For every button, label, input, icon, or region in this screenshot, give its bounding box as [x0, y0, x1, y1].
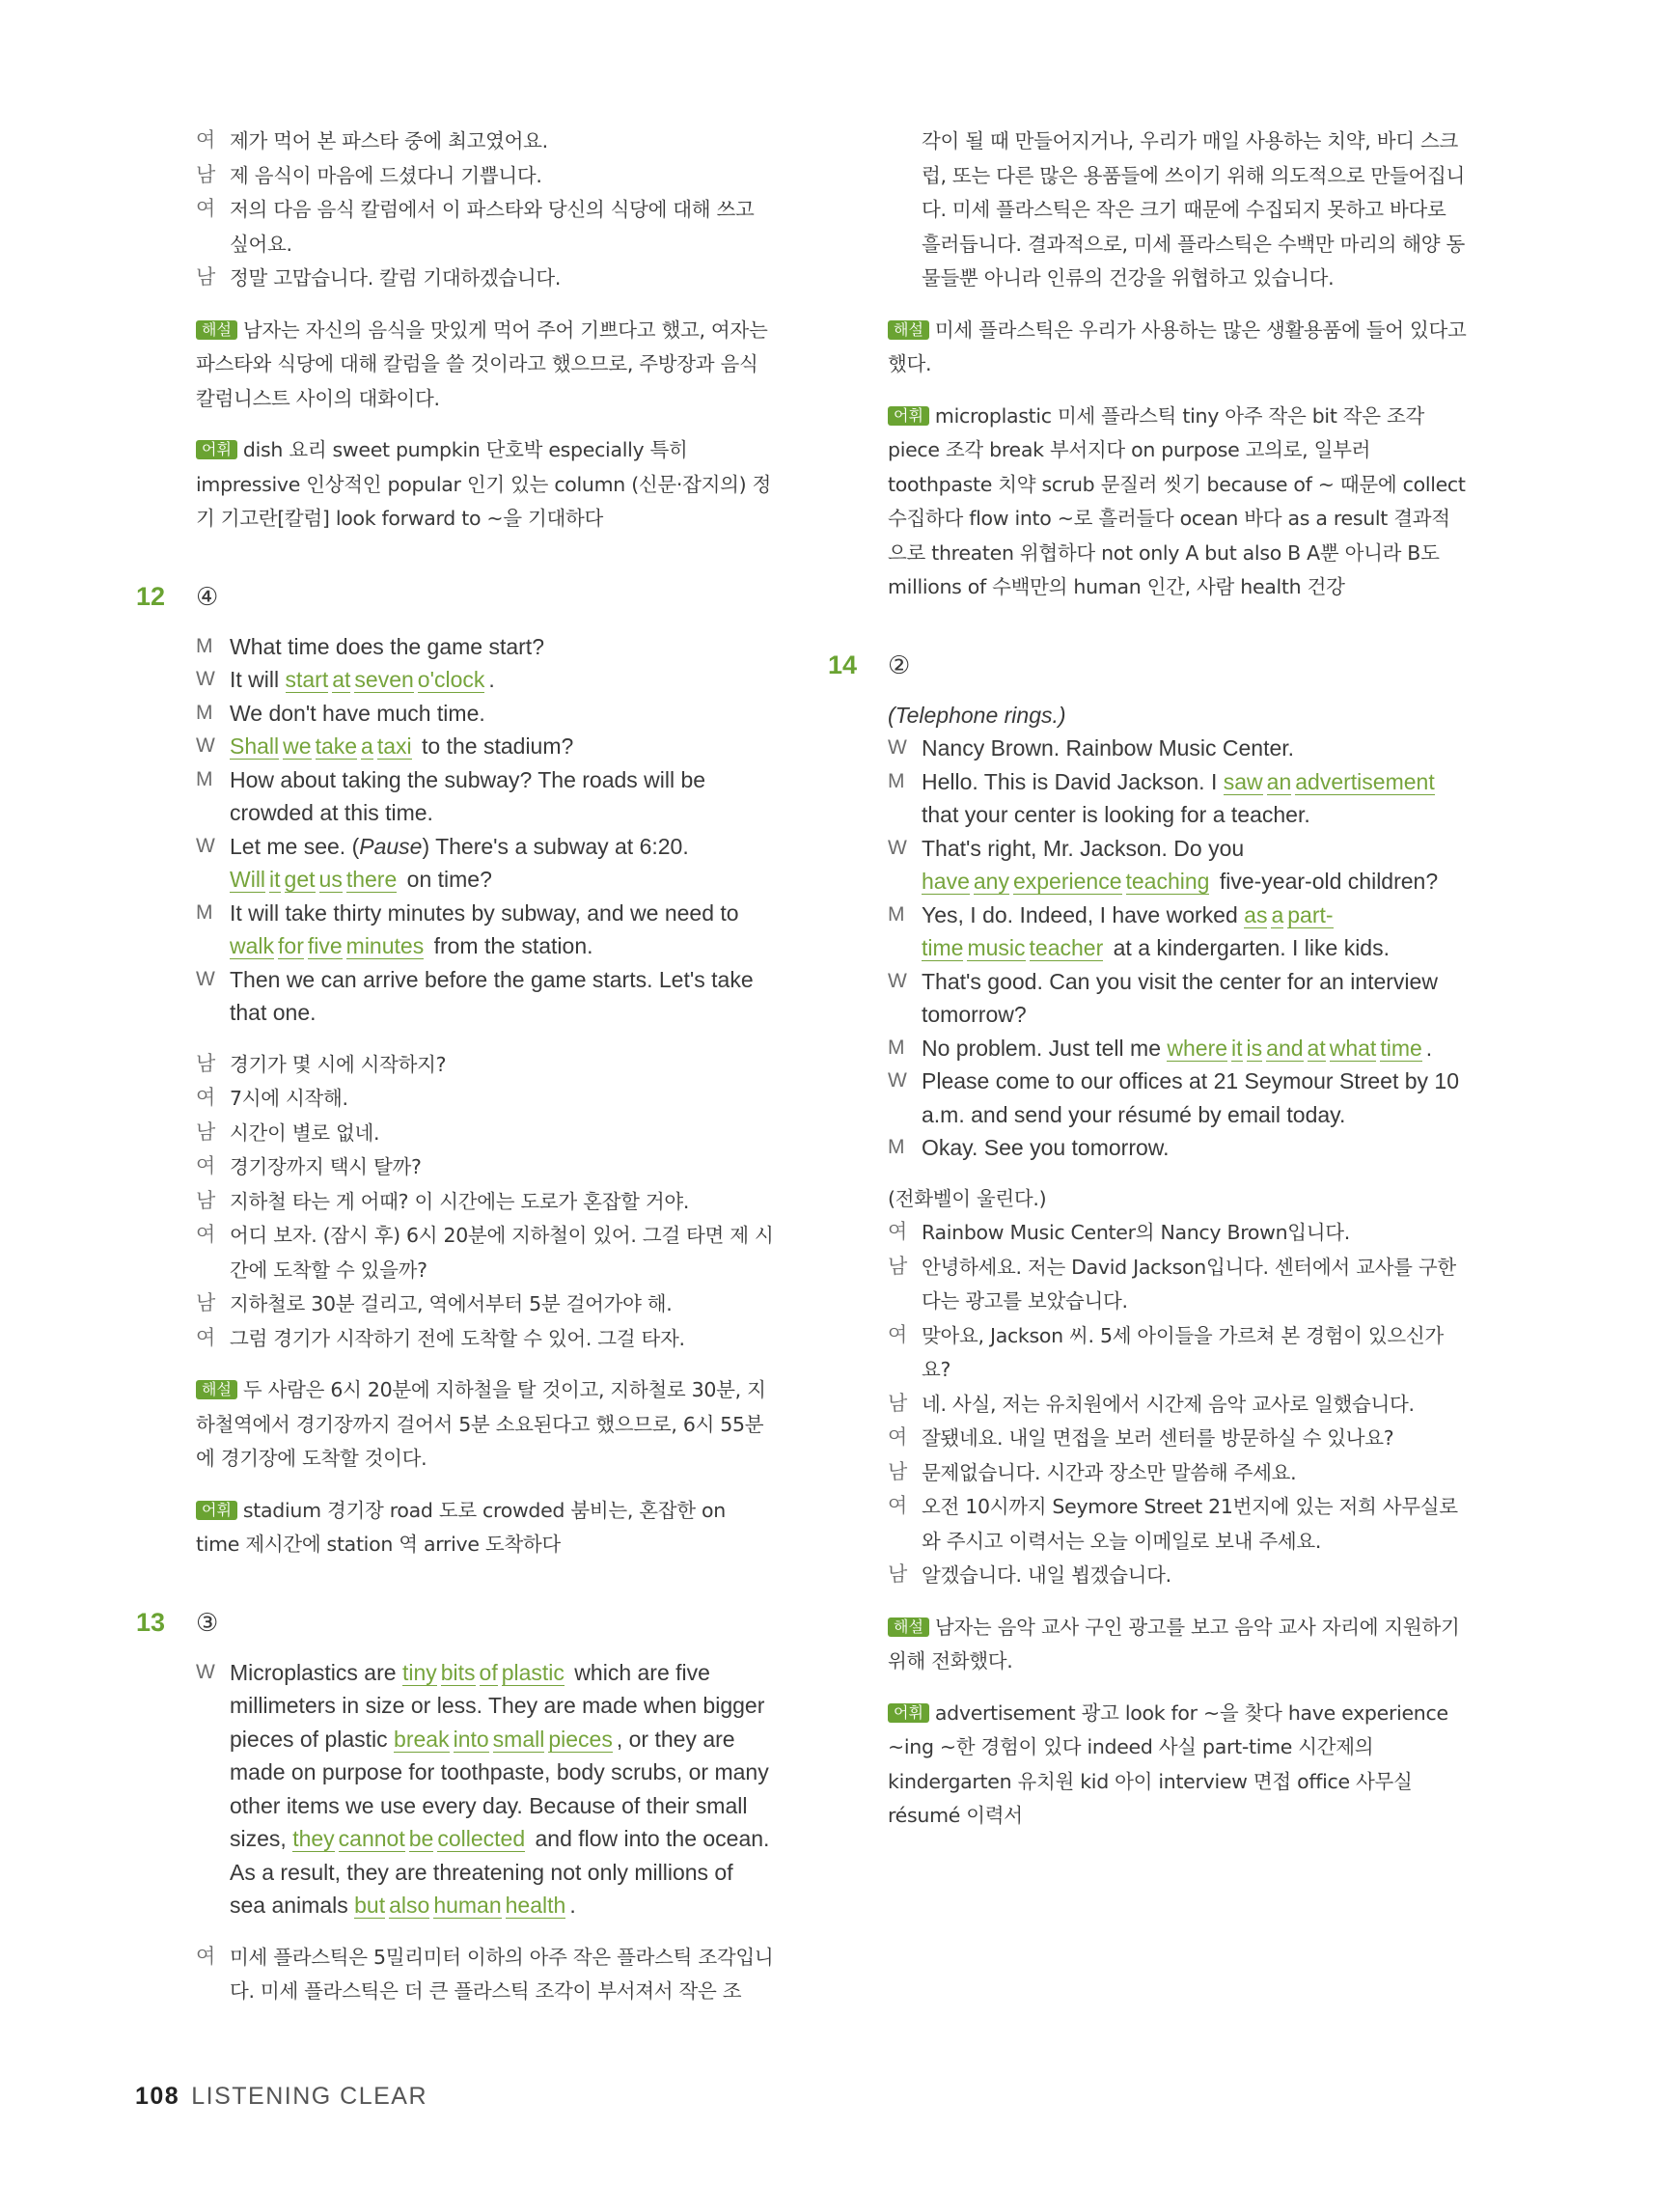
speaker-label: M: [196, 634, 213, 657]
line-text: 제가 먹어 본 파스타 중에 최고였어요.: [230, 129, 548, 152]
answer-blank: bits: [440, 1659, 476, 1685]
line-text: 안녕하세요. 저는 David Jackson입니다. 센터에서 교사를 구한다는 광고를 보았습니다.: [922, 1255, 1456, 1313]
answer-blank: also: [389, 1893, 430, 1918]
line-text: No problem. Just tell me: [922, 1035, 1168, 1061]
answer-mark: ④: [196, 581, 219, 611]
answer-blank: o'clock: [417, 667, 485, 692]
explanation-badge: 해설: [888, 1618, 929, 1637]
speaker-label: M: [196, 767, 213, 790]
dialogue-line-korean: [888, 1489, 1467, 1558]
answer-blank: break: [394, 1726, 450, 1752]
speaker-label: W: [196, 834, 215, 857]
dialogue-line: [196, 897, 775, 963]
speaker-label: 남: [196, 1291, 215, 1314]
speaker-label: 여: [888, 1220, 907, 1243]
answer-blank: at: [1307, 1035, 1326, 1061]
right-column: [828, 124, 1467, 1833]
monologue-english-q13: [196, 1656, 775, 1922]
line-text: which are five millimeters in size or less. They are made when bigger pieces of plastic: [230, 1659, 765, 1752]
answer-blank: it: [269, 867, 281, 892]
speaker-label: M: [888, 769, 905, 792]
dialogue-line-korean: [196, 124, 775, 158]
speaker-label: W: [888, 836, 907, 859]
line-text: That's good. Can you visit the center for an interview tomorrow?: [922, 968, 1438, 1027]
dialogue-line-korean: [888, 1215, 1467, 1250]
dialogue-english-q14: [888, 732, 1467, 1165]
dialogue-line: [196, 763, 775, 830]
answer-blank: and: [1266, 1035, 1304, 1061]
vocabulary-badge: 어휘: [888, 1703, 929, 1723]
answer-blank: have: [922, 869, 970, 894]
answer-blank: part-time: [922, 901, 1334, 960]
answer-blank: be: [408, 1826, 434, 1851]
speaker-label: 남: [196, 1188, 215, 1212]
book-title: LISTENING CLEAR: [191, 2083, 427, 2110]
line-text: 시간이 별로 없네.: [230, 1120, 380, 1145]
speaker-label: 여: [888, 1494, 907, 1517]
speaker-label: 남: [888, 1391, 907, 1415]
answer-blank: what: [1329, 1035, 1377, 1061]
answer-blank: human: [433, 1893, 502, 1918]
answer-blank: teaching: [1125, 869, 1210, 894]
line-text: that your center is looking for a teacher.: [922, 802, 1310, 827]
line-text: It will: [230, 667, 286, 692]
dialogue-line-korean: [888, 1421, 1467, 1455]
speaker-label: W: [888, 969, 907, 992]
page-footer: [135, 2083, 427, 2111]
speaker-label: 여: [888, 1322, 907, 1346]
dialogue-line-korean: [196, 1321, 775, 1356]
vocabulary-q14: 어휘 advertisement 광고 look for ~을 찾다 have experience ~ing ~한 경험이 있다 indeed 사실 part-time 시간제의 kindergarten 유치원 kid 아이 interview 면접 office 사무실 résumé 이력서: [888, 1700, 1448, 1827]
dialogue-line-korean: [888, 1387, 1467, 1422]
question-14-header: [828, 649, 1467, 681]
vocabulary-badge: 어휘: [196, 1501, 237, 1520]
dialogue-korean-q12: [196, 1047, 775, 1356]
answer-blank: is: [1246, 1035, 1263, 1061]
speaker-label: W: [888, 1069, 907, 1092]
line-text: , or they are made on purpose for toothpaste, body scrubs, or many other items we use every day. Because of their small sizes,: [230, 1726, 769, 1851]
dialogue-line-korean: [888, 1558, 1467, 1592]
speaker-label: 여: [196, 128, 215, 152]
answer-blank: pieces: [548, 1726, 613, 1752]
dialogue-line-korean: [888, 1455, 1467, 1490]
page-number: 108: [135, 2083, 180, 2110]
line-text: ) There's a subway at 6:20.: [422, 833, 689, 859]
dialogue-line: [888, 899, 1467, 965]
line-text: It will take thirty minutes by subway, and we need to: [230, 899, 739, 926]
speaker-label: M: [888, 902, 905, 926]
dialogue-line-korean: [196, 158, 775, 193]
speaker-label: W: [196, 668, 215, 690]
speaker-label: 남: [196, 1120, 215, 1144]
stage-direction: (Telephone rings.): [888, 702, 1066, 728]
line-text: That's right, Mr. Jackson. Do you: [922, 835, 1245, 861]
answer-blank: take: [315, 733, 358, 759]
explanation-badge: 해설: [888, 320, 929, 340]
dialogue-line: [196, 663, 775, 697]
line-text: Please come to our offices at 21 Seymour Street by 10 a.m. and send your résumé by email today.: [922, 1068, 1459, 1127]
dialogue-line: [196, 697, 775, 731]
speaker-label: W: [196, 1660, 215, 1683]
answer-blank: as: [1244, 901, 1268, 927]
speaker-label: 여: [196, 1944, 215, 1968]
line-text: Nancy Brown. Rainbow Music Center.: [922, 735, 1295, 760]
speaker-label: 여: [196, 197, 215, 220]
left-column: [136, 124, 775, 2008]
speaker-label: W: [196, 967, 215, 990]
dialogue-line-korean: [196, 1116, 775, 1150]
question-number: 13: [136, 1607, 166, 1637]
line-text: to the stadium?: [415, 733, 574, 759]
speaker-label: 여: [196, 1086, 215, 1109]
line-text: 오전 10시까지 Seymore Street 21번지에 있는 저희 사무실로 와 주시고 이력서는 오늘 이메일로 보내 주세요.: [922, 1495, 1458, 1553]
question-13-header: [136, 1606, 775, 1639]
speaker-label: 남: [196, 1051, 215, 1075]
line-text: 7시에 시작해.: [230, 1087, 348, 1110]
line-text: 제 음식이 마음에 드셨다니 기쁩니다.: [230, 163, 542, 187]
answer-blank: us: [318, 867, 343, 892]
dialogue-line: [888, 1065, 1467, 1131]
line-text: .: [569, 1893, 576, 1918]
explanation-badge: 해설: [196, 320, 237, 340]
speaker-label: W: [888, 736, 907, 759]
line-text: on time?: [400, 867, 492, 892]
line-text: Then we can arrive before the game starts. Let's take that one.: [230, 966, 754, 1025]
dialogue-line: [888, 1131, 1467, 1165]
line-text: at a kindergarten. I like kids.: [1107, 935, 1390, 960]
line-text: What time does the game start?: [230, 633, 544, 659]
answer-blank: of: [479, 1659, 498, 1685]
answer-blank: five: [307, 933, 343, 958]
line-text: five-year-old children?: [1213, 869, 1439, 894]
vocabulary-badge: 어휘: [196, 440, 237, 459]
line-text: 저의 다음 음식 칼럼에서 이 파스타와 당신의 식당에 대해 쓰고 싶어요.: [230, 198, 755, 256]
dialogue-line: [888, 832, 1467, 899]
answer-blank: it: [1231, 1035, 1243, 1061]
dialogue-line: [196, 730, 775, 763]
answer-blank: we: [283, 733, 312, 759]
answer-blank: minutes: [345, 933, 425, 958]
speaker-label: M: [196, 900, 213, 924]
answer-blank: plastic: [501, 1659, 565, 1685]
dialogue-line: [888, 965, 1467, 1032]
dialogue-line: [888, 765, 1467, 832]
answer-blank: for: [278, 933, 304, 958]
dialogue-line-korean: [196, 261, 775, 295]
line-text: Hello. This is David Jackson. I: [922, 768, 1224, 794]
speaker-label: W: [196, 734, 215, 757]
line-text: 지하철 타는 게 어때? 이 시간에는 도로가 혼잡할 거야.: [230, 1189, 690, 1213]
monologue-korean-q13: 여 미세 플라스틱은 5밀리미터 이하의 아주 작은 플라스틱 조각입니다. 미세 플라스틱은 더 큰 플라스틱 조각이 부서져서 작은 조: [196, 1940, 775, 2008]
answer-blank: time: [1380, 1035, 1422, 1061]
answer-blank: Shall: [230, 733, 280, 759]
speaker-label: 남: [888, 1459, 907, 1483]
answer-blank: saw: [1223, 768, 1263, 794]
line-text: .: [488, 667, 495, 692]
line-text: 정말 고맙습니다. 칼럼 기대하겠습니다.: [230, 266, 562, 290]
vocabulary-q13: 어휘 microplastic 미세 플라스틱 tiny 아주 작은 bit 작은 조각 piece 조각 break 부서지다 on purpose 고의로, 일부러 toothpaste 치약 scrub 문질러 씻기 because of ~ 때문에 collect 수집하다 flow into ~로 흘러들다 ocean 바다 as a result 결과적으로 threaten 위협하다 not only A but also B A뿐 아니라 B도 millions of 수백만의 human 인간, 사람 health 건강: [888, 403, 1466, 598]
line-text: We don't have much time.: [230, 700, 485, 726]
vocabulary-badge: 어휘: [888, 406, 929, 426]
answer-blank: where: [1167, 1035, 1228, 1061]
line-text: 경기가 몇 시에 시작하지?: [230, 1052, 447, 1076]
question-number: 14: [828, 650, 858, 679]
line-text: from the station.: [427, 933, 593, 958]
answer-blank: Will: [230, 867, 266, 892]
speaker-label: 여: [196, 1223, 215, 1246]
line-text: 경기장까지 택시 탈까?: [230, 1155, 422, 1178]
explanation-badge: 해설: [196, 1380, 237, 1399]
dialogue-line-korean: [196, 1218, 775, 1286]
line-text: 맞아요, Jackson 씨. 5세 아이들을 가르쳐 본 경험이 있으신가요?: [922, 1323, 1444, 1381]
speaker-label: 남: [196, 265, 215, 289]
dialogue-korean-q14: [888, 1215, 1467, 1592]
answer-blank: but: [354, 1893, 386, 1918]
question-number: 12: [136, 581, 166, 611]
speaker-label: 남: [196, 162, 215, 186]
speaker-label: 여: [196, 1325, 215, 1349]
answer-blank: any: [973, 869, 1009, 894]
answer-mark: ②: [888, 650, 911, 679]
speaker-label: M: [888, 1036, 905, 1059]
line-text: Yes, I do. Indeed, I have worked: [922, 901, 1245, 927]
dialogue-line: [196, 963, 775, 1030]
explanation-q14: 해설 남자는 음악 교사 구인 광고를 보고 음악 교사 자리에 지원하기 위해 전화했다.: [888, 1615, 1460, 1673]
answer-blank: experience: [1012, 869, 1122, 894]
answer-blank: small: [492, 1726, 545, 1752]
answer-blank: a: [1271, 901, 1284, 927]
dialogue-line-korean: [196, 1184, 775, 1219]
answer-blank: get: [284, 867, 316, 892]
line-text: Microplastics are: [230, 1659, 402, 1685]
dialogue-line-korean: [196, 1149, 775, 1184]
vocabulary-q12: 어휘 stadium 경기장 road 도로 crowded 붐비는, 혼잡한 on time 제시간에 station 역 arrive 도착하다: [196, 1498, 726, 1556]
line-text: 어디 보자. (잠시 후) 6시 20분에 지하철이 있어. 그걸 타면 제 시간에 도착할 수 있을까?: [230, 1224, 774, 1282]
answer-blank: start: [285, 667, 329, 692]
line-text: Okay. See you tomorrow.: [922, 1135, 1170, 1160]
line-text: 지하철로 30분 걸리고, 역에서부터 5분 걸어가야 해.: [230, 1292, 673, 1315]
explanation-q13: 해설 미세 플라스틱은 우리가 사용하는 많은 생활용품에 들어 있다고 했다.: [888, 318, 1467, 375]
answer-blank: at: [332, 667, 351, 692]
question-12-header: [136, 580, 775, 613]
monologue-korean-q13-continued: 각이 될 때 만들어지거나, 우리가 매일 사용하는 치약, 바디 스크럽, 또는 다른 많은 용품들에 쓰이기 위해 의도적으로 만들어집니다. 미세 플라스틱은 작은 크기 때문에 수집되지 못하고 바다로 흘러듭니다. 결과적으로, 미세 플라스틱은 수백만 마리의 해양 동물들뿐 아니라 인류의 건강을 위협하고 있습니다.: [922, 129, 1466, 290]
dialogue-line: [888, 732, 1467, 765]
dialogue-line-korean: [196, 192, 775, 261]
dialogue-korean-q11: [196, 124, 775, 295]
answer-blank: taxi: [376, 733, 412, 759]
answer-blank: walk: [230, 933, 275, 958]
dialogue-line-korean: [196, 1081, 775, 1116]
speaker-label: 여: [196, 1154, 215, 1177]
dialogue-english-q12: [196, 630, 775, 1030]
dialogue-line: [196, 830, 775, 897]
speaker-label: M: [196, 701, 213, 724]
stage-direction-korean: (전화벨이 울린다.): [888, 1186, 1047, 1210]
answer-blank: they: [292, 1826, 335, 1851]
answer-blank: seven: [354, 667, 414, 692]
vocabulary-q11: 어휘 dish 요리 sweet pumpkin 단호박 especially 특히 impressive 인상적인 popular 인기 있는 column (신문·잡지의) 정기 기고란[칼럼] look forward to ~을 기대하다: [196, 438, 772, 530]
dialogue-line: [888, 1032, 1467, 1065]
answer-blank: teacher: [1029, 935, 1104, 960]
dialogue-line-korean: [196, 1286, 775, 1321]
speaker-label: 남: [888, 1562, 907, 1586]
speaker-label: M: [888, 1136, 905, 1158]
dialogue-line: [196, 630, 775, 664]
line-text: 그럼 경기가 시작하기 전에 도착할 수 있어. 그걸 타자.: [230, 1326, 685, 1350]
explanation-q12: 해설 두 사람은 6시 20분에 지하철을 탈 것이고, 지하철로 30분, 지하철역에서 경기장까지 걸어서 5분 소요된다고 했으므로, 6시 55분에 경기장에 도착할 것이다.: [196, 1378, 766, 1470]
answer-blank: an: [1266, 768, 1292, 794]
answer-blank: health: [505, 1893, 566, 1918]
line-text: 문제없습니다. 시간과 장소만 말씀해 주세요.: [922, 1460, 1297, 1484]
answer-blank: music: [967, 935, 1026, 960]
answer-blank: a: [361, 733, 373, 759]
speaker-label: 여: [888, 1425, 907, 1449]
answer-blank: advertisement: [1295, 768, 1435, 794]
line-text: How about taking the subway? The roads will be crowded at this time.: [230, 766, 706, 825]
answer-blank: tiny: [401, 1659, 437, 1685]
line-text: .: [1425, 1035, 1433, 1061]
answer-mark: ③: [196, 1607, 219, 1637]
dialogue-line-korean: [888, 1250, 1467, 1318]
answer-blank: cannot: [338, 1826, 405, 1851]
answer-blank: collected: [437, 1826, 526, 1851]
line-text: 네. 사실, 저는 유치원에서 시간제 음악 교사로 일했습니다.: [922, 1392, 1415, 1416]
explanation-q11: 해설 남자는 자신의 음식을 맛있게 먹어 주어 기쁘다고 했고, 여자는 파스타와 식당에 대해 칼럼을 쓸 것이라고 했으므로, 주방장과 음식 칼럼니스트 사이의 대화이다.: [196, 318, 768, 410]
dialogue-line-korean: [196, 1047, 775, 1082]
stage-direction: Pause: [359, 833, 423, 859]
line-text: and flow into the ocean. As a result, they are threatening not only millions of sea animals: [230, 1826, 770, 1918]
line-text: 알겠습니다. 내일 뵙겠습니다.: [922, 1563, 1171, 1587]
line-text: Let me see. (: [230, 833, 360, 859]
answer-blank: there: [345, 867, 398, 892]
dialogue-line-korean: [888, 1318, 1467, 1387]
line-text: 잘됐네요. 내일 면접을 보러 센터를 방문하실 수 있나요?: [922, 1426, 1394, 1450]
speaker-label: 남: [888, 1254, 907, 1278]
answer-blank: into: [453, 1726, 489, 1752]
line-text: Rainbow Music Center의 Nancy Brown입니다.: [922, 1221, 1351, 1244]
